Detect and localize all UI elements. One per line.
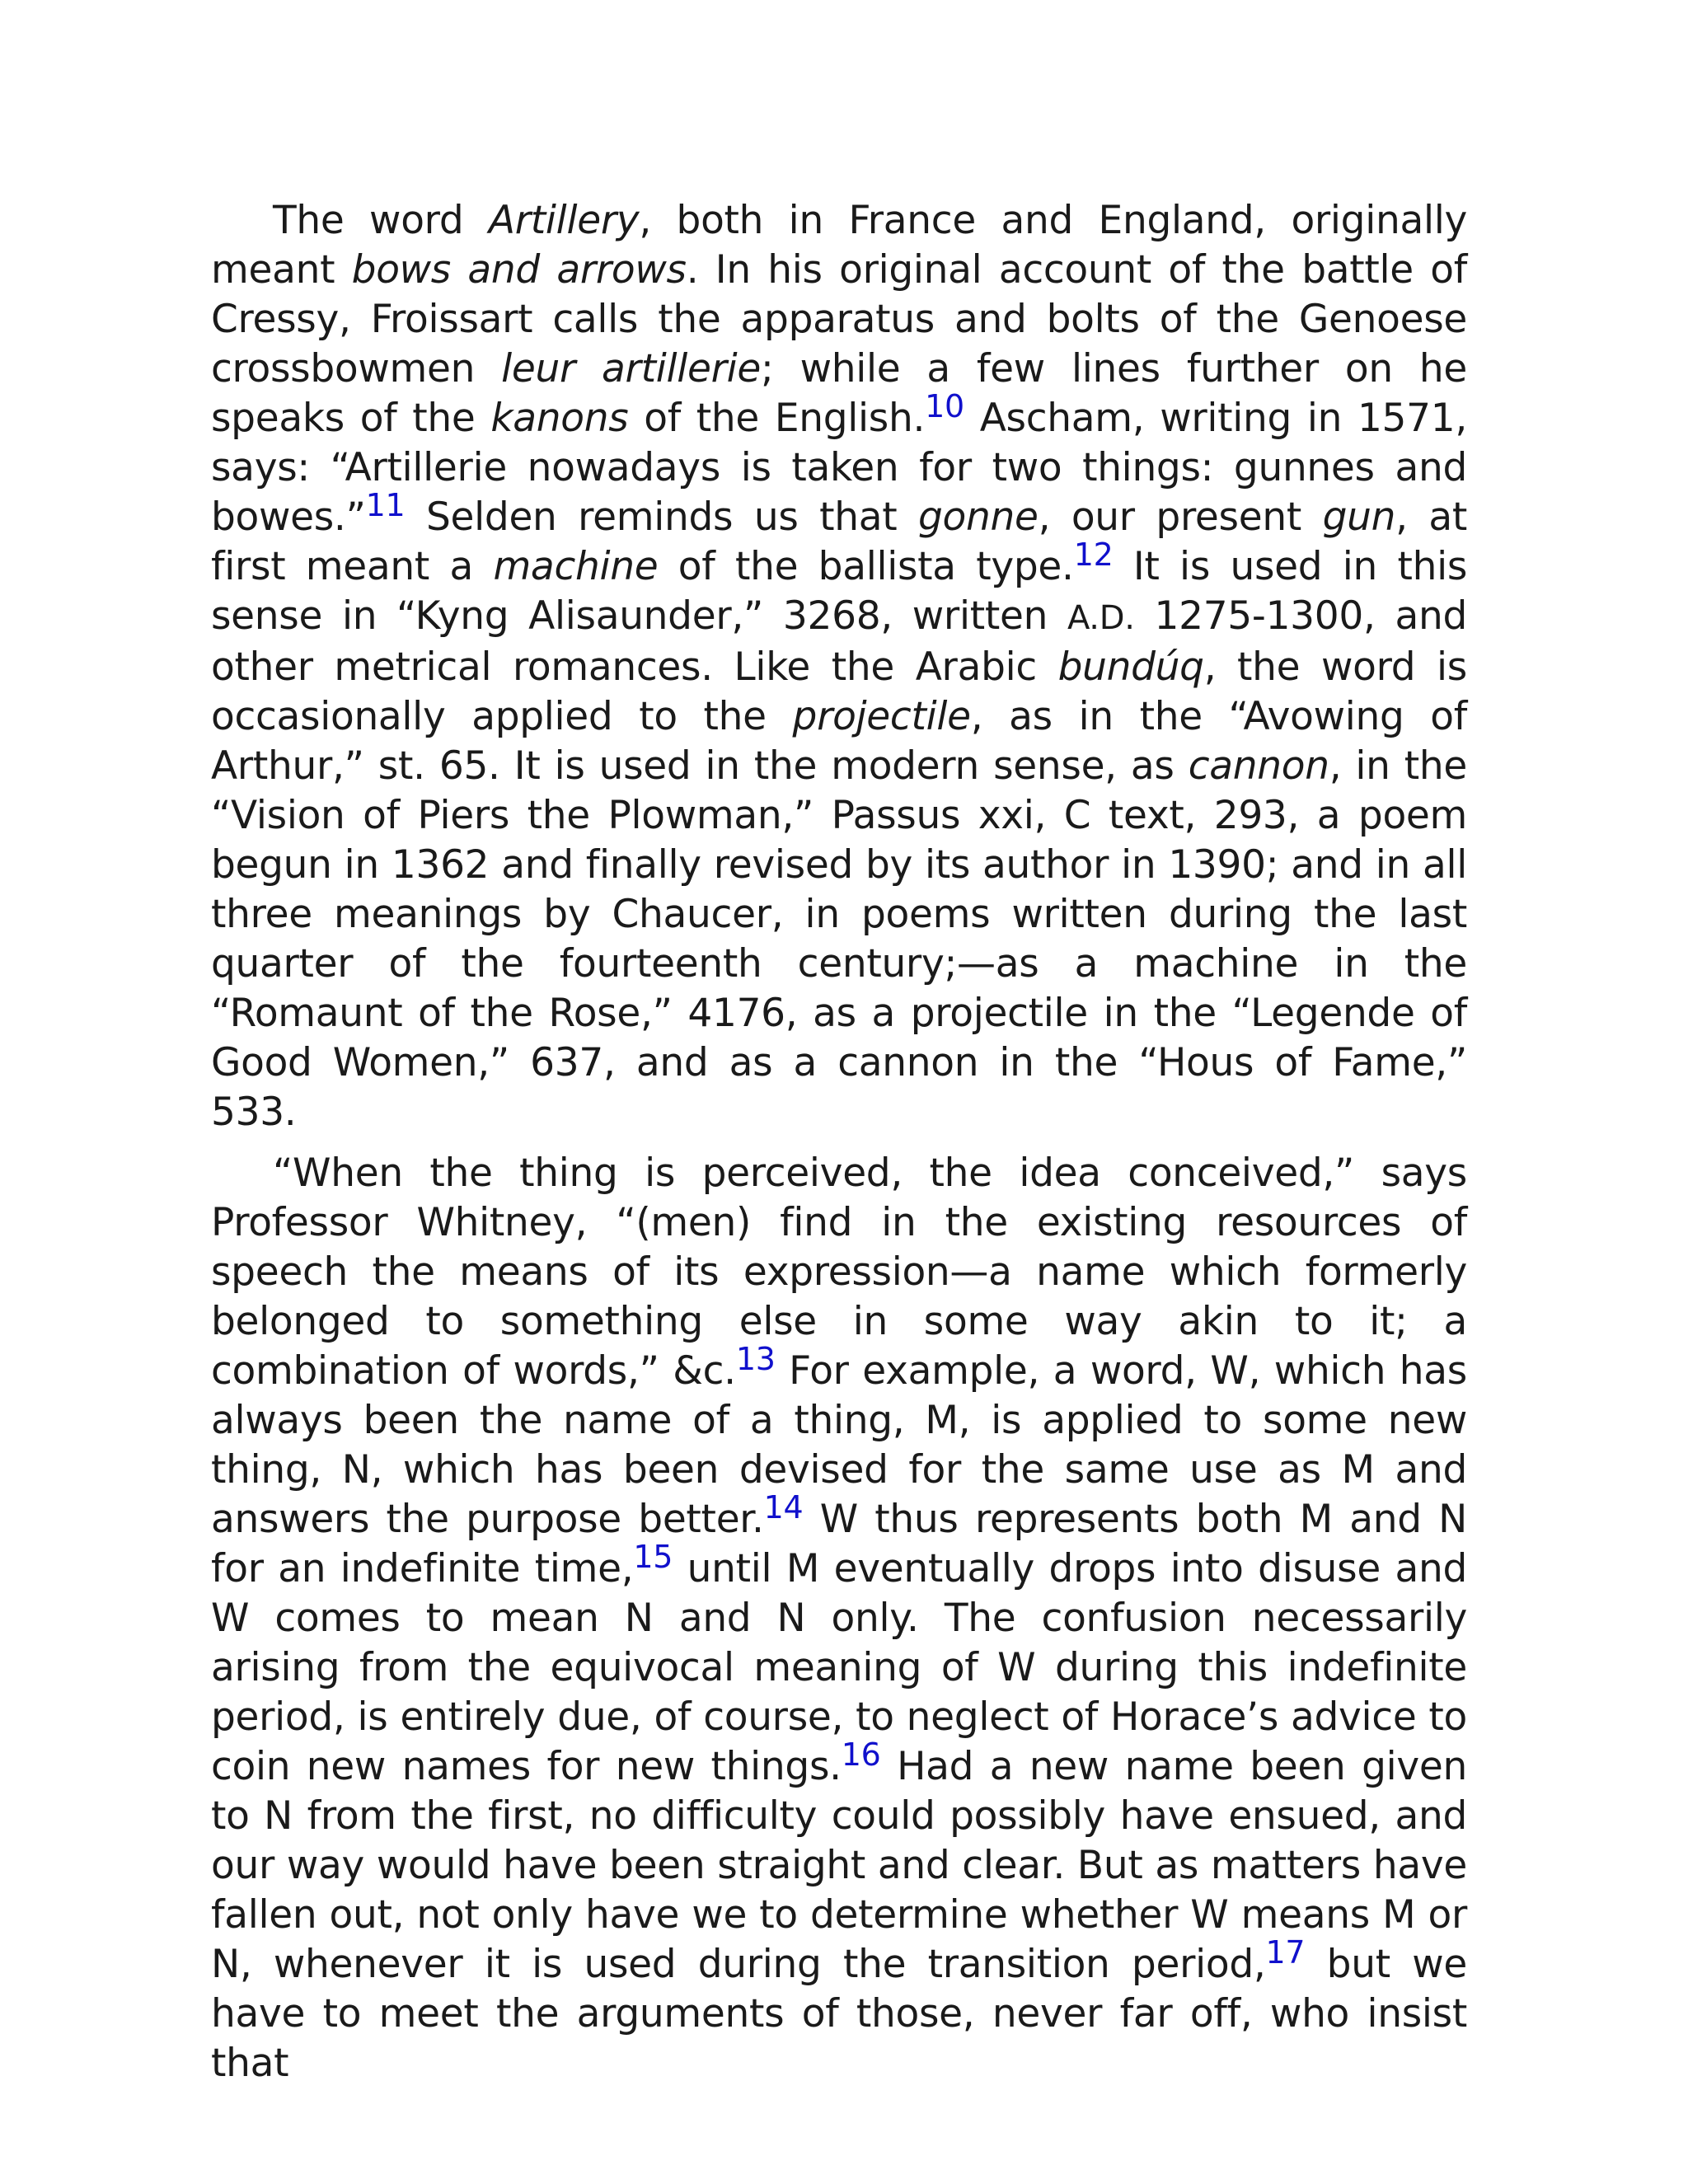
- italic-text: machine: [493, 544, 659, 589]
- footnote-link[interactable]: 17: [1265, 1933, 1306, 1971]
- body-text: . In his original account of the battle of Cressy, Froissart calls the apparatus and bolts of the Genoese crossbowmen: [211, 247, 1468, 391]
- italic-text: leur artillerie: [501, 346, 761, 391]
- page-body: [211, 196, 1467, 2100]
- body-text: , both in France and England, originally meant: [211, 198, 1467, 293]
- body-text: For example, a word, W, which has always been the name of a thing, M, is applied to some new thing, N, which has been devised for the same use as M and answers the purpose better.: [211, 1348, 1467, 1542]
- body-text: , the word is occasionally applied to the: [211, 644, 1467, 739]
- italic-text: cannon: [1188, 743, 1329, 789]
- footnote-link[interactable]: 10: [925, 387, 964, 424]
- italic-text: Artillery: [488, 198, 640, 243]
- body-text: , at first meant a: [211, 494, 1467, 589]
- footnote-link[interactable]: 14: [763, 1488, 804, 1526]
- footnote-link[interactable]: 12: [1073, 536, 1114, 573]
- italic-text: kanons: [490, 396, 629, 441]
- body-text: The word: [273, 198, 489, 243]
- footnote-link[interactable]: 11: [365, 486, 406, 523]
- body-text: of the ballista type.: [658, 544, 1074, 589]
- body-text: , our present: [1038, 494, 1323, 540]
- body-text: Had a new name been given to N from the first, no difficulty could possibly have ensued, and our way would have been straight and clear. But as matters have fallen out, not only have we to determine whether W means M or N, whenever it is used during the transition period,: [211, 1744, 1468, 1987]
- italic-text: bundúq: [1057, 644, 1204, 690]
- body-text: It is used in this sense in “Kyng Alisaunder,” 3268, written: [211, 544, 1468, 639]
- paragraph: [211, 196, 1467, 1137]
- italic-text: gonne: [917, 494, 1039, 540]
- small-caps-text: A.D.: [1067, 599, 1135, 637]
- italic-text: gun: [1322, 494, 1396, 540]
- footnote-link[interactable]: 15: [633, 1538, 673, 1575]
- body-text: 1275-1300, and other metrical romances. Like the Arabic: [211, 593, 1467, 690]
- footnote-link[interactable]: 16: [841, 1736, 881, 1773]
- body-text: , as in the “Avowing of Arthur,” st. 65. It is used in the modern sense, as: [211, 694, 1467, 789]
- body-text: “When the thing is perceived, the idea conceived,” says Professor Whitney, “(men) find in the existing resources of speech the means of its expression—a name which formerly belonged to something else in some way akin to it; a combination of words,” &c.: [211, 1151, 1467, 1394]
- body-text: , in the “Vision of Piers the Plowman,” Passus xxi, C text, 293, a poem begun in 1362 and finally revised by its author in 1390; and in all three meanings by Chaucer, in poems written during the last quarter of the fourteenth century;—as a machine in the “Romaunt of the Rose,” 4176, as a projectile in the “Legende of Good Women,” 637, and as a cannon in the “Hous of Fame,” 533.: [211, 743, 1468, 1135]
- italic-text: bows and arrows: [351, 247, 687, 293]
- body-text: Selden reminds us that: [405, 494, 918, 540]
- body-text: W thus represents both M and N for an indefinite time,: [211, 1497, 1467, 1591]
- italic-text: projectile: [792, 694, 971, 739]
- body-text: but we have to meet the arguments of those, never far off, who insist that: [211, 1942, 1467, 2086]
- body-text: ; while a few lines further on he speaks of the: [211, 346, 1467, 441]
- body-text: Ascham, writing in 1571, says: “Artillerie nowadays is taken for two things: gunnes and bowes.”: [211, 396, 1467, 540]
- body-text: until M eventually drops into disuse and W comes to mean N and N only. The confusion necessarily arising from the equivocal meaning of W during this indefinite period, is entirely due, of course, to neglect of Horace’s advice to coin new names for new things.: [211, 1546, 1467, 1789]
- footnote-link[interactable]: 13: [735, 1340, 776, 1377]
- body-text: of the English.: [628, 396, 926, 441]
- paragraph: [211, 1149, 1467, 2088]
